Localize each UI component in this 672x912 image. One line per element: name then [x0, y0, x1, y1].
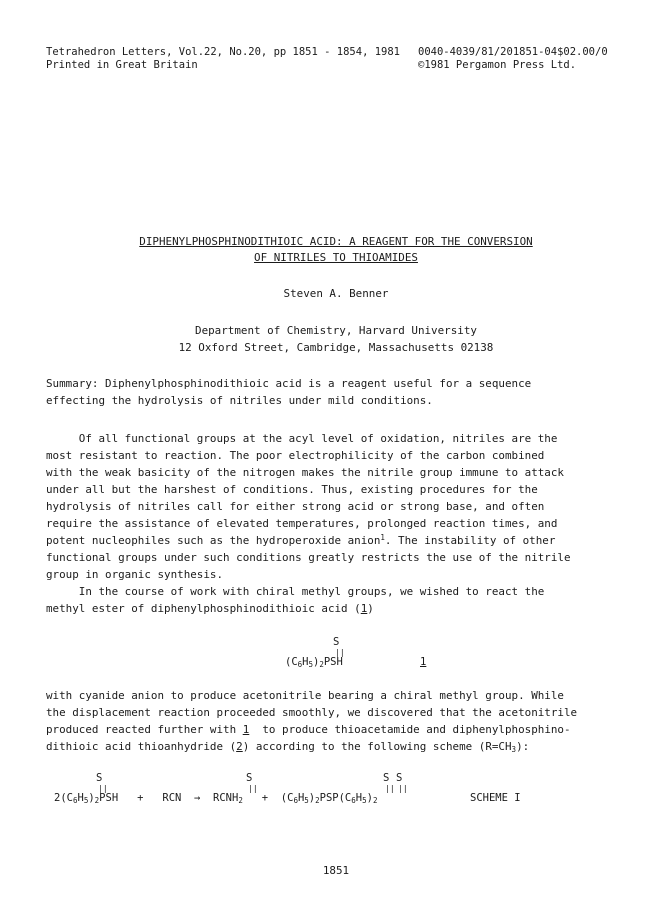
journal-citation: Tetrahedron Letters, Vol.22, No.20, pp 1851 - 1854, 1981 — [46, 46, 401, 58]
paragraph-1-line-7-text: potent nucleophiles such as the hydroperoxide anion — [46, 534, 381, 547]
scheme-reactant-h: H — [77, 792, 84, 804]
paragraph-3-line-3-text: produced reacted further with — [46, 723, 243, 736]
scheme-double-bond-1: || — [98, 784, 108, 793]
paragraph-2-line-2 — [46, 600, 374, 618]
structure-1-paren: ) — [313, 656, 320, 668]
scheme-reactant-h5: 5 — [83, 796, 89, 805]
printed-location: Printed in Great Britain — [46, 59, 198, 71]
scheme-equation — [54, 792, 377, 804]
paragraph-1-line-3: with the weak basicity of the nitrogen makes the nitrile group immune to attack — [46, 466, 564, 479]
scheme-product-h5: 5 — [304, 796, 309, 805]
scheme-product2-c: (C — [338, 792, 352, 804]
paragraph-1-line-2: most resistant to reaction. The poor electrophilicity of the carbon combined — [46, 449, 545, 462]
paragraph-3-line-3-rest: to produce thioacetamide and diphenylphosphino- — [249, 723, 571, 736]
structure-1-formula — [285, 656, 343, 668]
structure-1-sulfur: S — [333, 636, 340, 648]
scheme-product-sub2: 2 — [315, 796, 320, 805]
scheme-double-bond-3: || — [385, 784, 395, 793]
affiliation-line-2: 12 Oxford Street, Cambridge, Massachusetts 02138 — [178, 341, 494, 354]
scheme-label: SCHEME I — [470, 792, 521, 804]
paragraph-3-line-4-mid: ) according to the following scheme (R=CH — [242, 740, 512, 753]
paragraph-3-line-1: with cyanide anion to produce acetonitrile bearing a chiral methyl group. While — [46, 689, 564, 702]
scheme-reactant-c6: 6 — [72, 796, 78, 805]
summary-line-2: effecting the hydrolysis of nitriles under mild conditions. — [46, 394, 433, 407]
scheme-product2-c6: 6 — [351, 796, 356, 805]
scheme-product2-h: H — [355, 792, 363, 804]
scheme-product2-h5: 5 — [362, 796, 367, 805]
structure-1-c: (C — [285, 656, 298, 668]
scheme-product-paren: ) — [308, 792, 316, 804]
paragraph-1-line-7 — [46, 532, 555, 551]
paragraph-3-line-4-close: ): — [516, 740, 530, 753]
structure-1-sub2: 2 — [319, 660, 324, 669]
paragraph-3-line-2: the displacement reaction proceeded smoothly, we discovered that the acetonitrile — [46, 706, 578, 719]
scheme-product-c6: 6 — [293, 796, 298, 805]
scheme-plus-1: + — [137, 792, 144, 804]
scheme-double-bond-2: || — [248, 784, 258, 793]
scheme-thioamide-sub: 2 — [238, 796, 243, 805]
scheme-double-bond-4: || — [398, 784, 408, 793]
page-number: 1851 — [322, 864, 350, 877]
article-title-line-2: OF NITRILES TO THIOAMIDES — [254, 251, 418, 264]
compound-ref-2: 2 — [236, 740, 243, 753]
paragraph-2-line-1: In the course of work with chiral methyl groups, we wished to react the — [46, 585, 545, 598]
scheme-sulfur-4: S — [396, 772, 403, 784]
scheme-reactant-psh: PSH — [99, 792, 119, 804]
paragraph-2-line-2-text: methyl ester of diphenylphosphinodithioic acid ( — [46, 602, 361, 615]
paragraph-1-line-6: require the assistance of elevated temperatures, prolonged reaction times, and — [46, 517, 558, 530]
scheme-reactant-coef: 2(C — [54, 792, 73, 804]
paragraph-3-line-4-sub: 3 — [511, 745, 517, 754]
paragraph-1-line-8: functional groups under such conditions greatly restricts the use of the nitrile — [46, 551, 571, 564]
scheme-product2-paren: ) — [366, 792, 373, 804]
scheme-product-psp: PSP — [319, 792, 339, 804]
structure-1-c6: 6 — [297, 660, 303, 669]
scheme-sulfur-3: S — [383, 772, 390, 784]
scheme-sulfur-2: S — [246, 772, 253, 784]
paragraph-1-line-9: group in organic synthesis. — [46, 568, 224, 581]
paragraph-3-line-4-text: dithioic acid thioanhydride ( — [46, 740, 237, 753]
paragraph-2-line-2-close: ) — [367, 602, 374, 615]
scheme-rcn: RCN — [162, 792, 182, 804]
author-name: Steven A. Benner — [283, 287, 389, 300]
scheme-plus-2: + — [261, 792, 269, 804]
affiliation-line-1: Department of Chemistry, Harvard University — [195, 324, 477, 337]
scheme-sulfur-1: S — [96, 772, 103, 784]
structure-1-h: H — [302, 656, 309, 668]
compound-ref-1b: 1 — [242, 723, 250, 736]
compound-ref-1: 1 — [360, 602, 368, 615]
article-code: 0040-4039/81/201851-04$02.00/0 — [418, 46, 608, 58]
structure-1-double-bond: || — [335, 648, 345, 657]
paragraph-1-line-5: hydrolysis of nitriles call for either strong acid or strong base, and often — [46, 500, 545, 513]
reference-superscript-1: 1 — [380, 533, 385, 542]
summary-line-1: Summary: Diphenylphosphinodithioic acid is a reagent useful for a sequence — [46, 377, 532, 390]
paragraph-1-line-4: under all but the harshest of conditions. Thus, existing procedures for the — [46, 483, 538, 496]
scheme-reactant-paren: ) — [88, 792, 95, 804]
structure-1-label: 1 — [420, 656, 427, 668]
structure-1-h5: 5 — [308, 660, 314, 669]
copyright: ©1981 Pergamon Press Ltd. — [418, 59, 577, 71]
scheme-product-h: H — [297, 792, 305, 804]
paragraph-1-line-7-rest: . The instability of other — [384, 534, 556, 547]
scheme-product-c: (C — [280, 792, 294, 804]
scheme-arrow: → — [194, 792, 201, 804]
scheme-product2-sub2: 2 — [372, 796, 378, 805]
paragraph-3-line-4 — [46, 738, 529, 757]
structure-1-psh: PSH — [323, 656, 343, 668]
paragraph-3-line-3 — [46, 721, 571, 739]
paragraph-1-line-1: Of all functional groups at the acyl level of oxidation, nitriles are the — [46, 432, 558, 445]
article-title-line-1: DIPHENYLPHOSPHINODITHIOIC ACID: A REAGENT FOR THE CONVERSION — [139, 235, 533, 248]
scheme-thioamide: RCNH — [213, 792, 239, 804]
scheme-reactant-sub2: 2 — [94, 796, 100, 805]
